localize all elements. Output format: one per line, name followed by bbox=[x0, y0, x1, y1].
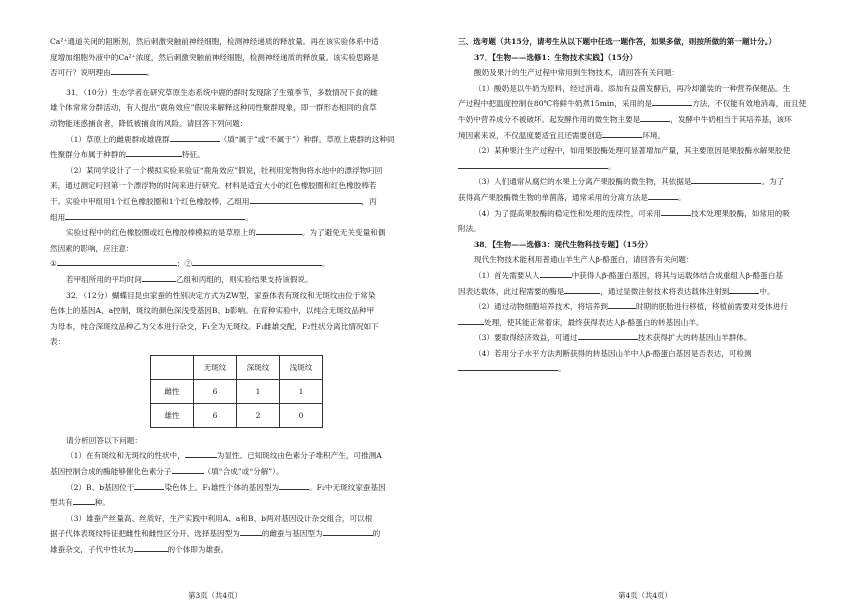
q32-intro-2: 色体上的基因A、a控制，斑纹的颜色深浅受基因B、b影响。在育种实验中，以纯合无斑纹品种甲 bbox=[50, 306, 375, 316]
q31-s3-line-3: ① ；② 。 bbox=[50, 256, 404, 272]
answer-blank[interactable] bbox=[540, 268, 572, 278]
q38-s2-line-1: （2）通过动物细胞培养技术，将培养到 时期的胚胎进行移植，移植前需要对受体进行 bbox=[458, 299, 812, 315]
answer-blank[interactable] bbox=[640, 112, 670, 122]
answer-blank[interactable] bbox=[652, 96, 692, 106]
q32-s3-line-2: 据子代体表斑纹特征把雌性和雌性区分开。选择基因型为 的雌蚕与基因型为 的 bbox=[50, 526, 404, 542]
answer-blank[interactable] bbox=[65, 210, 245, 220]
q31-s3-line-1: 实验过程中的红色橡胶圈或红色橡胶棒模拟的是草原上的 。为了避免无关变量和偶 bbox=[50, 225, 404, 241]
q31-s2-line-2: 来，通过测定叼回第一个漂浮物的时间来进行研究。材料是适宜大小的红色橡胶圈和红色橡胶棒若 bbox=[50, 181, 377, 191]
q31-s2-line-4: 组用 。 bbox=[50, 210, 404, 226]
q30-line-3: 否可行？说明理由 。 bbox=[50, 65, 404, 81]
q31-s3-line-2: 然因素的影响，应注意： bbox=[50, 243, 134, 253]
q32-s2-line-1: （2）B、b基因位于 染色体上。F₁雄性个体的基因型为 。F₂中无斑纹家蚕基因 bbox=[50, 480, 404, 496]
q30-line-1: Ca²⁺通道关闭的阻断剂，然后刺激突触前神经细胞，检测神经递质的释放量。再在该实验体系中适 bbox=[50, 37, 379, 46]
q37-s4-line-1: （4）为了提高果胶酶的稳定性和处理的连续性，可采用 技术处理果胶酶，如常用的吸 bbox=[458, 206, 812, 222]
q37-s2-line-2: 。 bbox=[458, 159, 812, 175]
q32-intro-3: 为母本，纯合深斑纹品种乙为父本进行杂交，F₁全为无斑纹。F₁雌雄交配，F₂性状分离比情况如下 bbox=[50, 321, 379, 331]
q38-s3-line-1: （3）要取得经济效益，可通过 技术获得扩大的转基因山羊群体。 bbox=[458, 330, 812, 346]
section-heading: 三、选考题（共15分，请考生从以下题中任选一题作答，如果多做，则按所做的第一题计分。） bbox=[458, 37, 777, 46]
q37-title: 37．【生物——选修1：生物技术实践】（15分） bbox=[474, 52, 638, 62]
q32-s2-line-2: 型共有 种。 bbox=[50, 495, 404, 511]
table-cell: 雄性 bbox=[151, 403, 194, 427]
q32-s3-line-3: 雄蚕杂交，子代中性状为 的个体即为雄蚕。 bbox=[50, 542, 404, 558]
answer-blank[interactable] bbox=[648, 190, 678, 200]
q38-intro: 现代生物技术能利用普通山羊生产人β-酪蛋白，请回答有关问题： bbox=[474, 255, 694, 265]
q38-s2-line-2: 处理，使其能正常着床，最终获得表达人β-酪蛋白的转基因山羊。 bbox=[458, 315, 812, 331]
answer-blank[interactable] bbox=[458, 361, 558, 371]
answer-blank[interactable] bbox=[172, 464, 204, 474]
table-cell: 6 bbox=[194, 379, 237, 403]
q38-s4-line-2: 。 bbox=[458, 361, 812, 377]
table-header-cell: 无斑纹 bbox=[194, 355, 237, 379]
q37-s3-line-2: 获得高产果胶酶微生物的单菌落，通常采用的分离方法是 。 bbox=[458, 190, 812, 206]
table-row bbox=[151, 403, 323, 427]
q37-s1-line-1: （1）酸奶是以牛奶为原料，经过消毒、添加有益菌发酵后，再冷却灌装的一种营养保健品。生 bbox=[474, 83, 791, 93]
q32-ask: 请分析回答以下问题： bbox=[66, 435, 142, 445]
answer-blank[interactable] bbox=[170, 132, 220, 142]
answer-blank[interactable] bbox=[134, 542, 168, 552]
answer-blank[interactable] bbox=[458, 159, 608, 169]
answer-blank[interactable] bbox=[111, 65, 147, 75]
answer-blank[interactable] bbox=[192, 256, 322, 266]
answer-blank[interactable] bbox=[185, 448, 217, 458]
q31-intro-1: 31．（10分）生态学者在研究草原生态系统中鹿的群时发现除了生殖季节，多数情况下食的雌 bbox=[66, 87, 378, 97]
table-header-cell: 浅斑纹 bbox=[280, 355, 323, 379]
page-footer-right: 第4页（共4页） bbox=[618, 591, 672, 600]
answer-blank[interactable] bbox=[323, 526, 373, 536]
q32-s3-line-1: （3）雄蚕产丝量高、丝质好，生产实践中利用A、a和B、b两对基因设计杂交组合，可以根 bbox=[66, 513, 373, 523]
q37-s1-line-2: 产过程中把温度控制在80℃将鲜牛奶煮15min，采用的是 方法，不仅能有效地消毒，而且使 bbox=[458, 96, 812, 112]
q38-s1-line-2: 因表达载体，此过程需要的酶是 ，通过显微注射技术将表达载体注射到 中。 bbox=[458, 284, 812, 300]
q31-s1-line-1: （1）草原上的雌鹿群或雄鹿群 （填“属于”或“不属于”）种群。草原上鹿群的这种同 bbox=[50, 132, 404, 148]
answer-blank[interactable] bbox=[691, 174, 761, 184]
q37-s2-line-1: （2）某种果汁生产过程中，如用果胶酶处理可显著增加产量，其主要原因是果胶酶水解果胶使 bbox=[474, 146, 791, 156]
page-footer-left: 第3页（共4页） bbox=[188, 591, 242, 600]
answer-blank[interactable] bbox=[57, 256, 177, 266]
answer-blank[interactable] bbox=[661, 206, 691, 216]
table-cell: 1 bbox=[280, 379, 323, 403]
table-cell: 雌性 bbox=[151, 379, 194, 403]
q32-s1-line-2: 基因控制合成的酶能够催化色素分子 （填“合成”或“分解”）。 bbox=[50, 464, 404, 480]
answer-blank[interactable] bbox=[250, 194, 362, 204]
answer-blank[interactable] bbox=[578, 330, 638, 340]
answer-blank[interactable] bbox=[279, 480, 309, 490]
table-cell: 1 bbox=[237, 379, 280, 403]
q32-intro-4: 表： bbox=[50, 337, 66, 347]
q30-line-2: 度增加细胞外液中的Ca²⁺浓度，然后刺激突触前神经细胞，检测神经递质的释放量。该实验思路是 bbox=[50, 52, 379, 62]
answer-blank[interactable] bbox=[564, 284, 600, 294]
q31-intro-3: 动物能迷惑捕食者，降低被捕食的风险。请回答下列问题： bbox=[50, 118, 248, 128]
q32-s1-line-1: （1）在有斑纹和无斑纹的性状中， 为显性。已知斑纹由色素分子堆积产生，可推测A bbox=[50, 448, 404, 464]
q31-s2-line-3: 干。实验中甲组用1个红色橡胶圈和1个红色橡胶棒，乙组用 ，丙 bbox=[50, 194, 404, 210]
answer-blank[interactable] bbox=[256, 225, 302, 235]
q37-s3-line-1: （3）人们通常从腐烂的水果上分离产果胶酶的微生物，其依据是 。为了 bbox=[458, 174, 812, 190]
q31-s2-line-1: （2）某同学设计了一个模拟实验来验证“鹿角效应”假说，牡利用宠物狗将水池中的漂浮物叼回 bbox=[66, 165, 383, 175]
table-row bbox=[151, 379, 323, 403]
table-cell: 6 bbox=[194, 403, 237, 427]
answer-blank[interactable] bbox=[458, 315, 484, 325]
q31-s3-line-4: 若甲组所用的平均时间 乙组和丙组的，则实验结果支持该假说。 bbox=[50, 272, 404, 288]
right-page bbox=[430, 0, 860, 608]
answer-blank[interactable] bbox=[126, 147, 182, 157]
table-header-cell bbox=[151, 355, 194, 379]
q37-s1-line-3: 牛奶中营养成分不被破坏。起发酵作用的微生物主要是 ，发酵中牛奶相当于其培养基，该环 bbox=[458, 112, 812, 128]
q38-s4-line-1: （4）若用分子水平方法判断获得的转基因山羊中人β-酪蛋白基因是否表达，可检测 bbox=[474, 348, 752, 358]
q31-s1-line-2: 性聚群分布属于种群的 特征。 bbox=[50, 147, 404, 163]
q37-s4-line-2: 附法。 bbox=[458, 224, 481, 234]
q31-intro-2: 雄个体常常分群活动，有人提出“鹿角效应”假说来解释这种同性聚群现象，即一群形态相同的食草 bbox=[50, 103, 377, 113]
answer-blank[interactable] bbox=[602, 128, 642, 138]
q32-intro-1: 32．（12分）蝴蝶目昆虫家蚕的性别决定方式为ZW型，家蚕体表有斑纹和无斑纹由位于常染 bbox=[66, 290, 376, 300]
answer-blank[interactable] bbox=[608, 299, 636, 309]
table-header-row bbox=[151, 355, 323, 379]
answer-blank[interactable] bbox=[142, 272, 176, 282]
q37-s1-line-4: 境因素来说，不仅温度要适宜且还需要创造 环境。 bbox=[458, 128, 812, 144]
table-header-cell: 深斑纹 bbox=[237, 355, 280, 379]
q37-intro: 酸奶及果汁的生产过程中常用到生物技术，请回答有关问题： bbox=[474, 68, 680, 78]
answer-blank[interactable] bbox=[729, 284, 759, 294]
f2-ratio-table bbox=[150, 355, 323, 428]
answer-blank[interactable] bbox=[240, 526, 262, 536]
q38-title: 38．【生物——选修3：现代生物科技专题】（15分） bbox=[474, 239, 653, 249]
answer-blank[interactable] bbox=[73, 495, 95, 505]
q38-s1-line-1: （1）首先需要从人 中获得人β-酪蛋白基因，将其与运载体结合成重组人β-酪蛋白基 bbox=[458, 268, 812, 284]
table-cell: 0 bbox=[280, 403, 323, 427]
table-cell: 2 bbox=[237, 403, 280, 427]
answer-blank[interactable] bbox=[134, 480, 164, 490]
